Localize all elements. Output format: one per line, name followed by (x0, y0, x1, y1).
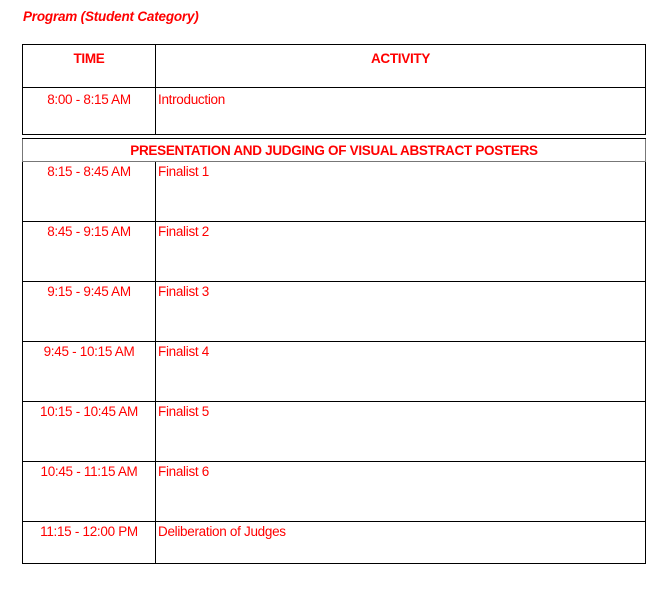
section-title: PRESENTATION AND JUDGING OF VISUAL ABSTRACT POSTERS (23, 139, 646, 162)
activity-cell: Introduction (156, 88, 646, 135)
time-column-header: TIME (23, 45, 156, 88)
table-row (23, 282, 646, 342)
activity-cell: Finalist 3 (156, 282, 646, 342)
document-title: Program (Student Category) (23, 9, 199, 24)
time-cell: 11:15 - 12:00 PM (23, 522, 156, 564)
activity-cell: Finalist 5 (156, 402, 646, 462)
table-row (23, 342, 646, 402)
table-row (23, 162, 646, 222)
time-cell: 9:15 - 9:45 AM (23, 282, 156, 342)
table-header-row (23, 45, 646, 88)
time-cell: 9:45 - 10:15 AM (23, 342, 156, 402)
table-row (23, 222, 646, 282)
table-row-introduction (23, 88, 646, 135)
activity-cell: Finalist 4 (156, 342, 646, 402)
table-row (23, 522, 646, 564)
time-cell: 8:45 - 9:15 AM (23, 222, 156, 282)
activity-cell: Finalist 2 (156, 222, 646, 282)
table-row (23, 462, 646, 522)
activity-cell: Finalist 6 (156, 462, 646, 522)
section-header-row (23, 139, 646, 162)
activity-cell: Finalist 1 (156, 162, 646, 222)
table-row (23, 402, 646, 462)
time-cell: 8:00 - 8:15 AM (23, 88, 156, 135)
time-cell: 10:45 - 11:15 AM (23, 462, 156, 522)
time-cell: 10:15 - 10:45 AM (23, 402, 156, 462)
program-schedule-table (22, 44, 646, 564)
time-cell: 8:15 - 8:45 AM (23, 162, 156, 222)
activity-column-header: ACTIVITY (156, 45, 646, 88)
activity-cell: Deliberation of Judges (156, 522, 646, 564)
